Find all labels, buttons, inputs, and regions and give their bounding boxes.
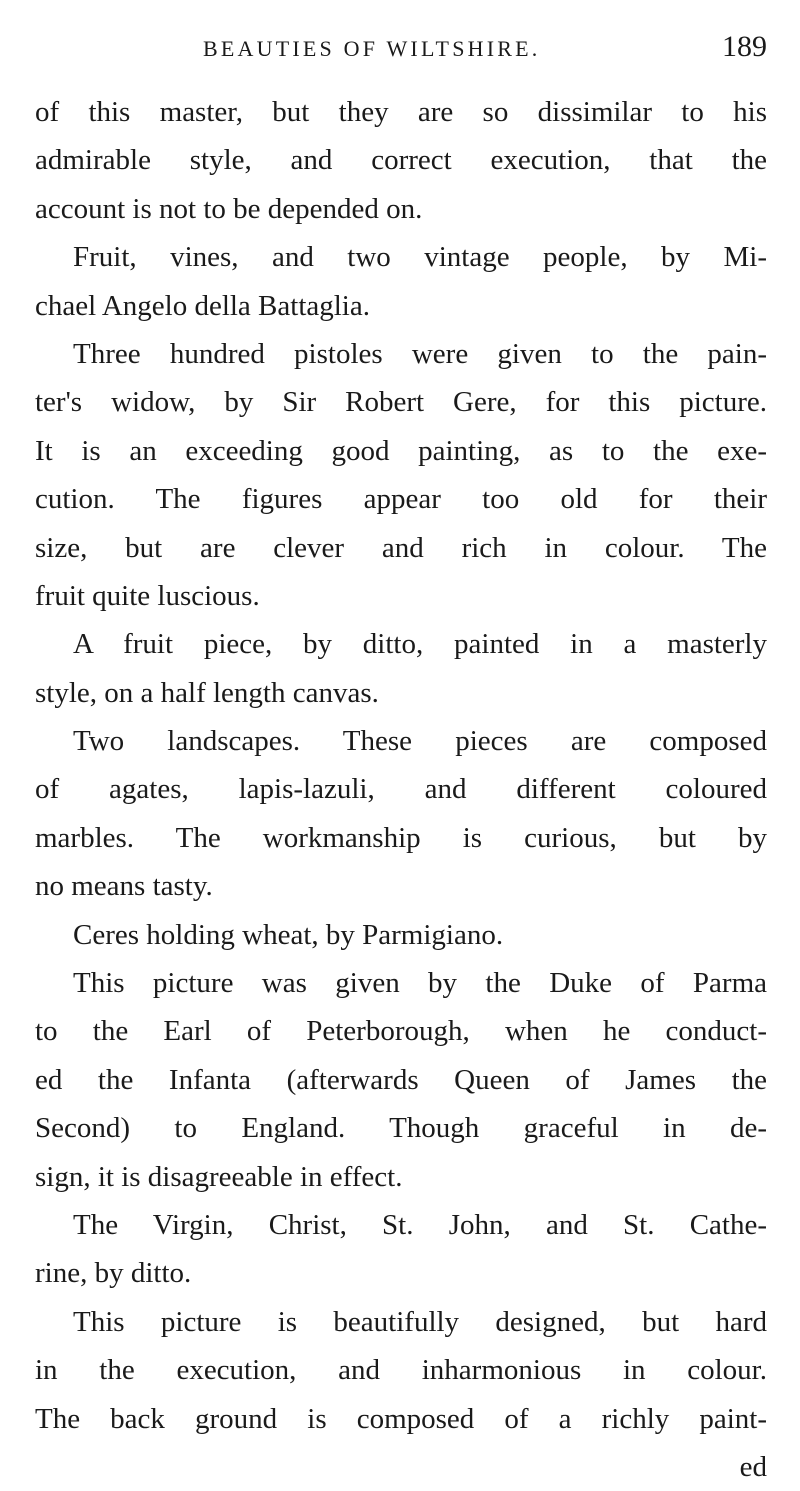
text-line: in the execution, and inharmonious in colour. [35, 1354, 767, 1387]
text-line: size, but are clever and rich in colour. The [35, 531, 767, 564]
text-line: ter's widow, by Sir Robert Gere, for this picture. [35, 386, 767, 419]
text-line: rine, by ditto. [35, 1257, 192, 1290]
text-line: chael Angelo della Battaglia. [35, 289, 370, 322]
text-line: Two landscapes. These pieces are composed [73, 725, 767, 758]
running-title: BEAUTIES OF WILTSHIRE. [203, 36, 541, 61]
text-line: of this master, but they are so dissimilar to his [35, 96, 767, 128]
text-line: of agates, lapis-lazuli, and different coloured [35, 773, 767, 806]
text-line: It is an exceeding good painting, as to the exe- [35, 434, 767, 467]
text-line: style, on a half length canvas. [35, 676, 379, 709]
text-line: ed [739, 1450, 767, 1483]
text-line: cution. The figures appear too old for their [35, 483, 767, 516]
text-line: Ceres holding wheat, by Parmigiano. [73, 918, 504, 951]
text-line: ed the Infanta (afterwards Queen of James the [35, 1063, 767, 1096]
text-line: sign, it is disagreeable in effect. [35, 1160, 403, 1193]
text-line: fruit quite luscious. [35, 579, 260, 612]
text-line: Fruit, vines, and two vintage people, by Mi- [73, 241, 767, 274]
text-line: This picture was given by the Duke of Parma [73, 967, 767, 1000]
text-line: account is not to be depended on. [35, 192, 423, 225]
text-line: The back ground is composed of a richly paint- [35, 1402, 767, 1435]
running-header [35, 30, 767, 70]
body-text [35, 88, 767, 1491]
text-line: Three hundred pistoles were given to the pain- [73, 337, 767, 370]
text-line: The Virgin, Christ, St. John, and St. Cathe- [73, 1208, 767, 1241]
text-line: no means tasty. [35, 870, 213, 903]
text-line: Second) to England. Though graceful in de- [35, 1112, 767, 1145]
text-line: A fruit piece, by ditto, painted in a masterly [73, 628, 767, 661]
text-line: to the Earl of Peterborough, when he conduct- [35, 1015, 767, 1048]
page-number: 189 [722, 30, 767, 63]
text-line: admirable style, and correct execution, that the [35, 144, 767, 177]
text-line: marbles. The workmanship is curious, but by [35, 821, 767, 854]
text-line: This picture is beautifully designed, but hard [73, 1305, 767, 1338]
